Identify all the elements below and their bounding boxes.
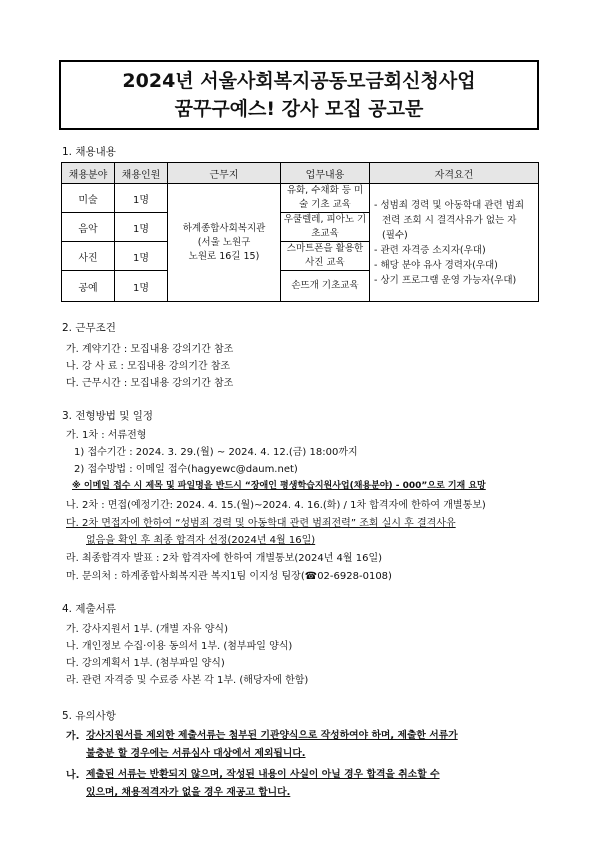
workplace-line-2: (서울 노원구	[197, 236, 251, 248]
cell-field: 미술	[62, 184, 115, 213]
qualification-line: - 관련 자격증 소지자(우대)	[374, 244, 486, 256]
background-check-line-1: 다. 2차 면접자에 한하여 “성범죄 경력 및 아동학대 관련 범죄전력” 조회 실시 후 결격사유	[66, 518, 456, 529]
cell-qualifications	[370, 184, 539, 302]
cell-count: 1명	[115, 213, 168, 242]
cell-duty: 우쿨렐레, 피아노 기초교육	[281, 213, 370, 242]
note-1-line-2: 불충분 할 경우에는 서류심사 대상에서 제외됩니다.	[86, 748, 306, 759]
cell-field: 사진	[62, 242, 115, 271]
qualification-line: - 해당 분야 유사 경력자(우대)	[374, 259, 498, 271]
section-4-heading: 4. 제출서류	[62, 603, 116, 615]
cell-field: 음악	[62, 213, 115, 242]
note-1-line-1: 강사지원서를 제외한 제출서류는 첨부된 기관양식으로 작성하여야 하며, 제출한 서류가	[86, 730, 458, 741]
background-check-line-2: 없음을 확인 후 최종 합격자 선정(2024년 4월 16일)	[86, 535, 316, 546]
second-round: 나. 2차 : 면접(예정기간: 2024. 4. 15.(월)~2024. 4. 16.(화) / 1차 합격자에 한하여 개별통보)	[66, 500, 486, 511]
title-line-2: 꿈꾸구예스! 강사 모집 공고문	[174, 98, 424, 120]
cell-duty: 손뜨개 기초교육	[281, 271, 370, 302]
col-header-field: 채용분야	[62, 163, 115, 184]
workplace-line-3: 노원로 16길 15)	[188, 250, 260, 262]
document-item: 라. 관련 자격증 및 수료증 사본 각 1부. (해당자에 한함)	[66, 675, 309, 686]
work-condition-item: 나. 강 사 료 : 모집내용 강의기간 참조	[66, 361, 231, 372]
workplace-line-1: 하계종합사회복지관	[182, 222, 266, 234]
table-row	[62, 184, 539, 213]
application-period: 1) 접수기간 : 2024. 3. 29.(월) ~ 2024. 4. 12.(금) 18:00까지	[74, 447, 358, 458]
section-3-heading: 3. 전형방법 및 일정	[62, 410, 154, 422]
contact-info: 마. 문의처 : 하계종합사회복지관 복지1팀 이지성 팀장(☎02-6928-0108)	[66, 571, 392, 582]
title-box	[59, 60, 539, 130]
first-round: 가. 1차 : 서류전형	[66, 430, 147, 441]
section-1-heading: 1. 채용내용	[62, 146, 116, 158]
col-header-duty: 업무내용	[281, 163, 370, 184]
document-item: 다. 강의계획서 1부. (첨부파일 양식)	[66, 658, 225, 669]
note-2-line-1: 제출된 서류는 반환되지 않으며, 작성된 내용이 사실이 아닐 경우 합격을 취소할 수	[86, 769, 440, 780]
cell-count: 1명	[115, 184, 168, 213]
col-header-count: 채용인원	[115, 163, 168, 184]
section-5-heading: 5. 유의사항	[62, 710, 116, 722]
cell-count: 1명	[115, 242, 168, 271]
cell-duty: 유화, 수채화 등 미술 기초 교육	[281, 184, 370, 213]
col-header-workplace: 근무지	[168, 163, 281, 184]
qualification-line: - 상기 프로그램 운영 가능자(우대)	[374, 274, 517, 286]
table-header-row	[62, 163, 539, 184]
note-2-marker: 나.	[66, 770, 80, 781]
work-condition-item: 가. 계약기간 : 모집내용 강의기간 참조	[66, 344, 234, 355]
document-item: 가. 강사지원서 1부. (개별 자유 양식)	[66, 624, 228, 635]
cell-field: 공예	[62, 271, 115, 302]
final-announcement: 라. 최종합격자 발표 : 2차 합격자에 한하여 개별통보(2024년 4월 16일)	[66, 553, 383, 564]
note-2-line-2: 있으며, 채용적격자가 없을 경우 재공고 합니다.	[86, 787, 291, 798]
section-2-heading: 2. 근무조건	[62, 322, 116, 334]
document-item: 나. 개인정보 수집·이용 동의서 1부. (첨부파일 양식)	[66, 641, 293, 652]
cell-count: 1명	[115, 271, 168, 302]
email-note: ※ 이메일 접수 시 제목 및 파일명을 반드시 “장애인 평생학습지원사업(채용분야) - 000”으로 기재 요망	[72, 481, 486, 491]
work-condition-item: 다. 근무시간 : 모집내용 강의기간 참조	[66, 378, 234, 389]
qualification-line: 전력 조회 시 결격사유가 없는 자	[382, 214, 517, 226]
cell-workplace	[168, 184, 281, 302]
qualification-line: (필수)	[382, 229, 408, 241]
col-header-qualification: 자격요건	[370, 163, 539, 184]
recruit-table	[61, 162, 539, 302]
qualification-line: - 성범죄 경력 및 아동학대 관련 범죄	[374, 199, 525, 211]
cell-duty: 스마트폰을 활용한 사진 교육	[281, 242, 370, 271]
title-line-1: 2024년 서울사회복지공동모금회신청사업	[122, 70, 476, 92]
application-method: 2) 접수방법 : 이메일 접수(hagyewc@daum.net)	[74, 464, 298, 475]
note-1-marker: 가.	[66, 731, 80, 742]
